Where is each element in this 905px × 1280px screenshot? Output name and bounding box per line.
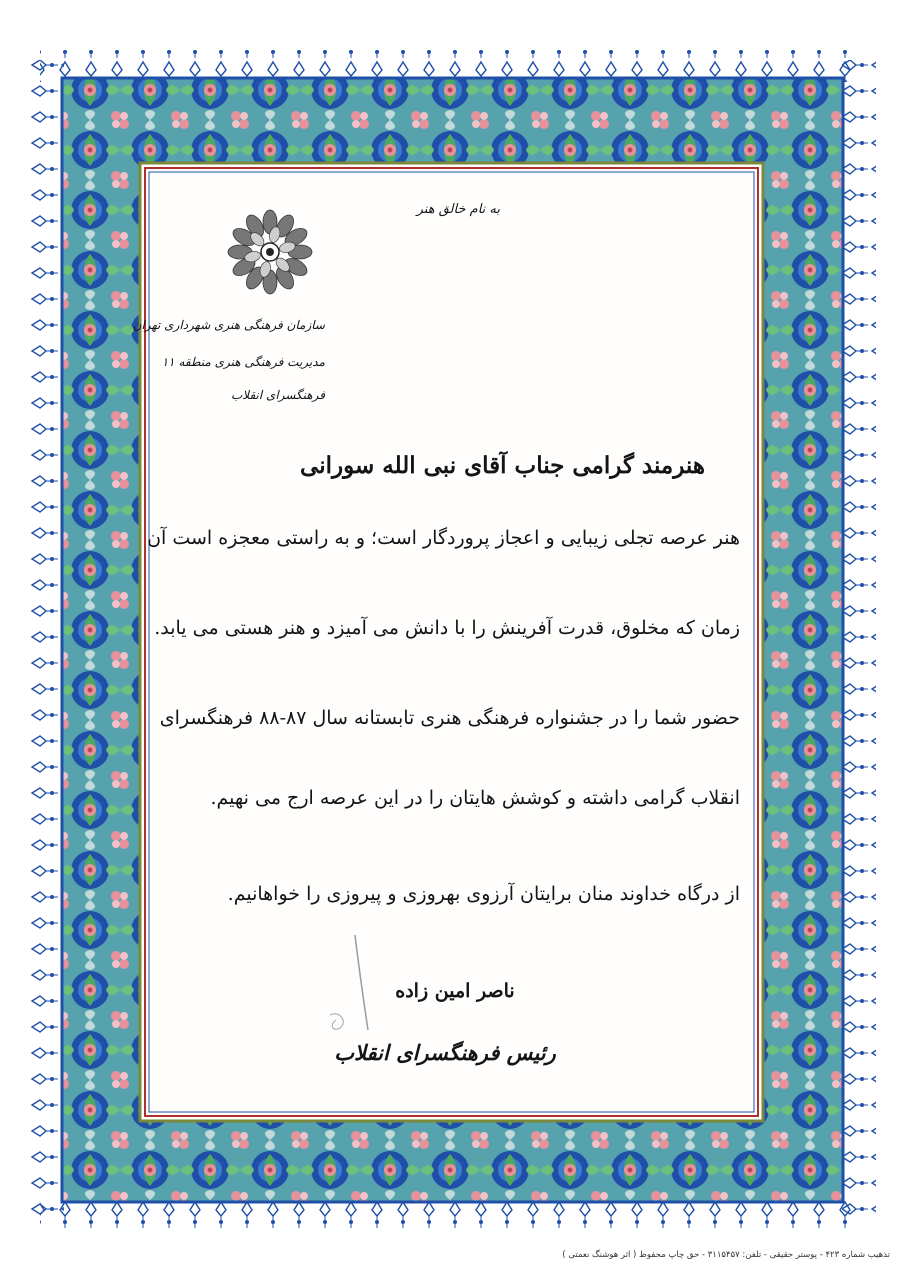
body-line-4: انقلاب گرامی داشته و کوشش هایتان را در این عرصه ارج می نهیم. (210, 787, 740, 809)
organization-line-3: فرهنگسرای انقلاب (230, 388, 325, 402)
basmala-heading: به نام خالق هنر (416, 202, 500, 217)
body-line-3: حضور شما را در جشنواره فرهنگی هنری تابستانه سال ۸۷-۸۸ فرهنگسرای (159, 707, 740, 729)
body-line-2: زمان که مخلوق، قدرت آفرینش را با دانش می آمیزد و هنر هستی می یابد. (154, 617, 740, 639)
recipient-name: هنرمند گرامی جناب آقای نبی الله سورانی (300, 452, 705, 479)
organization-line-1: سازمان فرهنگی هنری شهرداری تهران (132, 318, 325, 332)
logo-rosette-icon (225, 207, 315, 297)
signer-name: ناصر امین زاده (395, 980, 515, 1002)
signer-title: رئیس فرهنگسرای انقلاب (334, 1040, 556, 1065)
body-line-1: هنر عرصه تجلی زیبایی و اعجاز پروردگار است؛ و به راستی معجزه است آن (147, 527, 740, 549)
body-line-5: از درگاه خداوند منان برایتان آرزوی بهروزی و پیروزی را خواهانیم. (227, 883, 740, 905)
organization-line-2: مدیریت فرهنگی هنری منطقه ۱۱ (161, 355, 325, 369)
printer-credit: تذهیب شماره ۴۲۳ - پوستر حقیقی - تلفن: ۳۱۱۵۴۵۷ - حق چاپ محفوظ ( اثر هوشنگ نعمتی ) (562, 1250, 890, 1260)
